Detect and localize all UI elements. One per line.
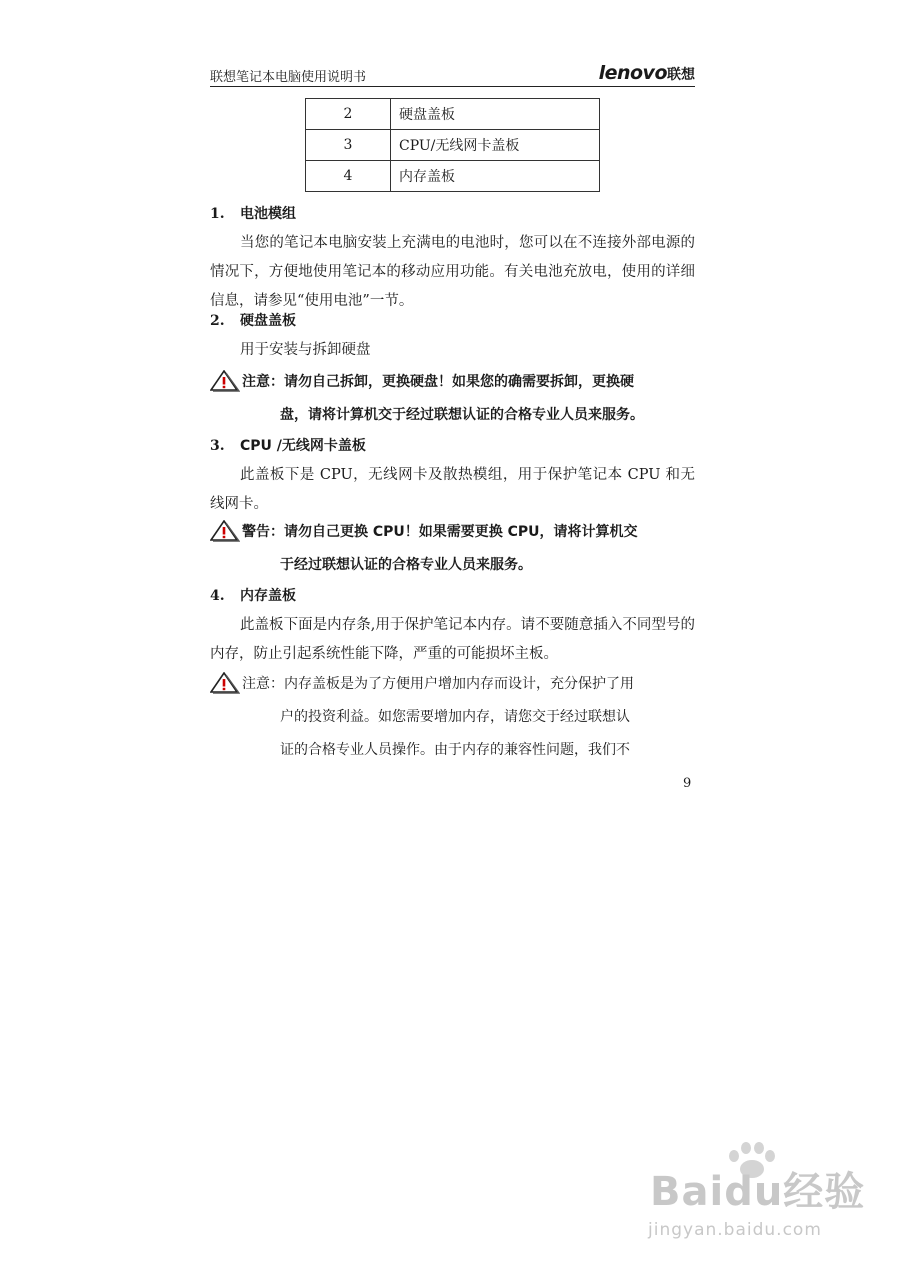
section-body: 当您的笔记本电脑安装上充满电的电池时，您可以在不连接外部电源的情况下，方便地使用笔记本的移动应用功能。有关电池充放电，使用的详细信息，请参见“使用电池”一节。 bbox=[210, 235, 695, 309]
section-memory-cover bbox=[210, 582, 695, 669]
section-body: 此盖板下是 CPU，无线网卡及散热模组，用于保护笔记本 CPU 和无线网卡。 bbox=[210, 467, 695, 512]
note-line: 警告：请勿自己更换 CPU！如果需要更换 CPU，请将计算机交 bbox=[242, 524, 638, 540]
watermark-sub: jingyan.baidu.com bbox=[648, 1220, 822, 1240]
section-body: 此盖板下面是内存条,用于保护笔记本内存。请不要随意插入不同型号的内存，防止引起系统性能下降，严重的可能损坏主板。 bbox=[210, 617, 695, 662]
note-line: 于经过联想认证的合格专业人员来服务。 bbox=[280, 557, 532, 573]
note-line: 注意：内存盖板是为了方便用户增加内存而设计，充分保护了用 bbox=[242, 676, 634, 692]
table-cell-num: 4 bbox=[306, 161, 391, 192]
note-line: 户的投资利益。如您需要增加内存，请您交于经过联想认 bbox=[280, 709, 630, 725]
section-battery bbox=[210, 200, 695, 316]
note-hdd bbox=[210, 366, 695, 432]
warning-icon bbox=[210, 672, 240, 694]
table-cell-name: CPU/无线网卡盖板 bbox=[391, 130, 600, 161]
note-cpu bbox=[210, 516, 695, 582]
parts-table bbox=[305, 98, 600, 192]
logo-text: lenovo bbox=[598, 62, 667, 84]
watermark-main: Baidu经验 bbox=[650, 1169, 866, 1215]
note-memory bbox=[210, 668, 695, 767]
note-line: 注意：请勿自己拆卸，更换硬盘！如果您的确需要拆卸，更换硬 bbox=[242, 374, 634, 390]
note-line: 盘，请将计算机交于经过联想认证的合格专业人员来服务。 bbox=[280, 407, 644, 423]
table-row bbox=[306, 130, 600, 161]
section-body: 用于安装与拆卸硬盘 bbox=[240, 342, 371, 358]
document-title: 联想笔记本电脑使用说明书 bbox=[210, 70, 367, 85]
table-row bbox=[306, 99, 600, 130]
table-cell-name: 硬盘盖板 bbox=[391, 99, 600, 130]
table-row bbox=[306, 161, 600, 192]
section-heading: 2. 硬盘盖板 bbox=[210, 313, 296, 329]
lenovo-logo bbox=[599, 62, 695, 84]
table-cell-name: 内存盖板 bbox=[391, 161, 600, 192]
table-cell-num: 3 bbox=[306, 130, 391, 161]
section-cpu-cover bbox=[210, 432, 695, 519]
logo-cn: 联想 bbox=[667, 67, 695, 83]
note-line: 证的合格专业人员操作。由于内存的兼容性问题，我们不 bbox=[280, 742, 630, 758]
baidu-watermark bbox=[640, 1140, 870, 1250]
section-heading: 1. 电池模组 bbox=[210, 206, 296, 222]
table-cell-num: 2 bbox=[306, 99, 391, 130]
warning-icon bbox=[210, 370, 240, 392]
page-number: 9 bbox=[683, 776, 692, 791]
page-header bbox=[210, 62, 695, 87]
section-hdd-cover bbox=[210, 307, 695, 365]
section-heading: 4. 内存盖板 bbox=[210, 588, 296, 604]
section-heading: 3. CPU /无线网卡盖板 bbox=[210, 438, 366, 454]
warning-icon bbox=[210, 520, 240, 542]
